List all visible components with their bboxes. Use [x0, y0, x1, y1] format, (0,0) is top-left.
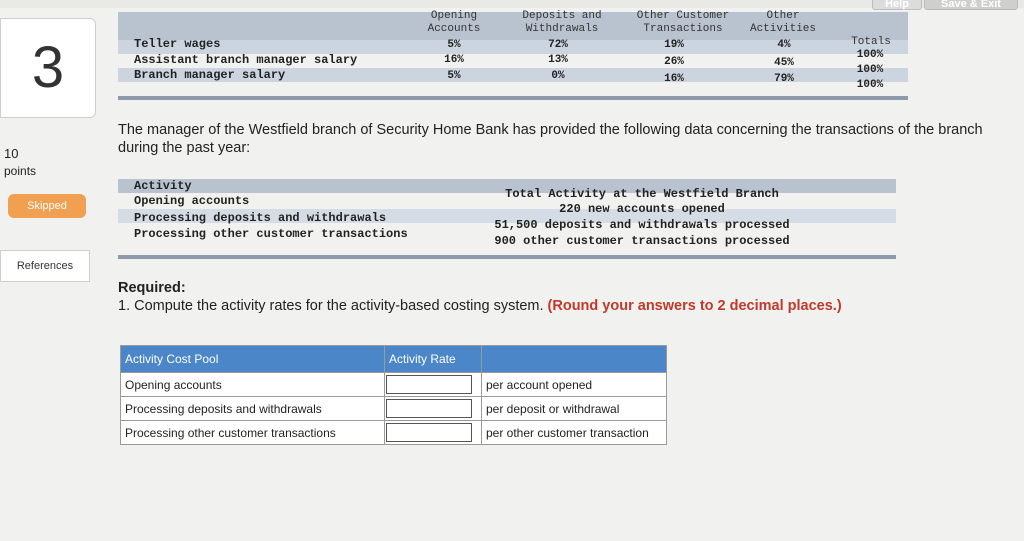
rounding-note: (Round your answers to 2 decimal places.)	[547, 298, 842, 314]
cell-value: 0%	[551, 70, 565, 82]
rate-input-other-transactions[interactable]	[386, 423, 472, 442]
rate-unit: per other customer transaction	[482, 421, 667, 445]
rate-cell	[385, 397, 482, 421]
cell-value: 79%	[774, 73, 794, 85]
points-label: points	[4, 164, 37, 178]
question-intro-text: The manager of the Westfield branch of Security Home Bank has provided the following data concerning the transactions of the branch during the past year:	[118, 122, 983, 156]
cost-table-underline	[118, 96, 908, 100]
rate-unit: per deposit or withdrawal	[482, 397, 667, 421]
activity-table-underline	[118, 255, 896, 259]
cell-value: 100%	[856, 64, 884, 76]
rate-cell	[385, 373, 482, 397]
cell-value: 5%	[447, 39, 461, 51]
col-header-other-activities	[738, 10, 828, 36]
col-header-deposits	[512, 10, 612, 36]
required-item-text: 1. Compute the activity rates for the activity-based costing system.	[118, 298, 544, 314]
rate-input-opening-accounts[interactable]	[386, 375, 472, 394]
col-header-totals: Totals	[851, 36, 891, 48]
col-header-text: Opening Accounts	[427, 10, 481, 35]
cell-value: 13%	[548, 54, 568, 66]
cell-value: 16%	[664, 73, 684, 85]
activity-total: 51,500 deposits and withdrawals processed	[494, 218, 790, 232]
activity-total: 220 new accounts opened	[559, 202, 725, 216]
required-heading: Required:	[118, 280, 186, 296]
activity-name: Processing other customer transactions	[134, 227, 408, 241]
col-header-unit	[482, 346, 667, 373]
col-header-text: Deposits and Withdrawals	[522, 10, 602, 35]
question-number[interactable]: 3	[0, 18, 96, 118]
activity-name: Processing deposits and withdrawals	[134, 211, 387, 225]
row-label: Branch manager salary	[134, 68, 286, 82]
row-label: Assistant branch manager salary	[134, 53, 358, 67]
activity-total: 900 other customer transactions processed	[494, 234, 790, 248]
cell-value: 26%	[664, 56, 684, 68]
activity-data-table	[118, 179, 896, 263]
help-button[interactable]: Help	[872, 0, 922, 10]
col-header-opening	[414, 10, 494, 36]
cell-value: 16%	[444, 54, 464, 66]
cell-value: 100%	[856, 49, 884, 61]
cell-value: 5%	[447, 70, 461, 82]
cell-value: 45%	[774, 57, 794, 69]
rate-unit: per account opened	[482, 373, 667, 397]
cost-pool-name: Processing other customer transactions	[121, 421, 385, 445]
rate-input-deposits-withdrawals[interactable]	[386, 399, 472, 418]
col-header-pool: Activity Cost Pool	[121, 346, 385, 373]
row-label: Teller wages	[134, 37, 221, 51]
table-row	[121, 421, 667, 445]
col-header-rate: Activity Rate	[385, 346, 482, 373]
cell-value: 72%	[548, 39, 568, 51]
save-exit-button[interactable]: Save & Exit	[924, 0, 1018, 10]
total-activity-header: Total Activity at the Westfield Branch	[505, 187, 779, 201]
references-button[interactable]: References	[0, 250, 90, 282]
activity-rate-answer-table	[120, 345, 667, 445]
cost-distribution-table	[118, 6, 908, 98]
status-badge: Skipped	[8, 194, 86, 218]
cell-value: 4%	[777, 39, 791, 51]
activity-name: Opening accounts	[134, 194, 250, 208]
points-value: 10	[4, 146, 19, 161]
activity-header: Activity	[134, 179, 192, 193]
col-header-other-transactions	[628, 10, 738, 36]
cost-pool-name: Processing deposits and withdrawals	[121, 397, 385, 421]
cost-pool-name: Opening accounts	[121, 373, 385, 397]
required-item	[118, 298, 842, 314]
rate-cell	[385, 421, 482, 445]
cell-value: 19%	[664, 39, 684, 51]
col-header-text: Other Customer Transactions	[636, 10, 730, 35]
col-header-text: Other Activities	[749, 10, 816, 35]
cell-value: 100%	[856, 79, 884, 91]
answer-table-header	[121, 346, 667, 373]
table-row	[121, 373, 667, 397]
table-row	[121, 397, 667, 421]
